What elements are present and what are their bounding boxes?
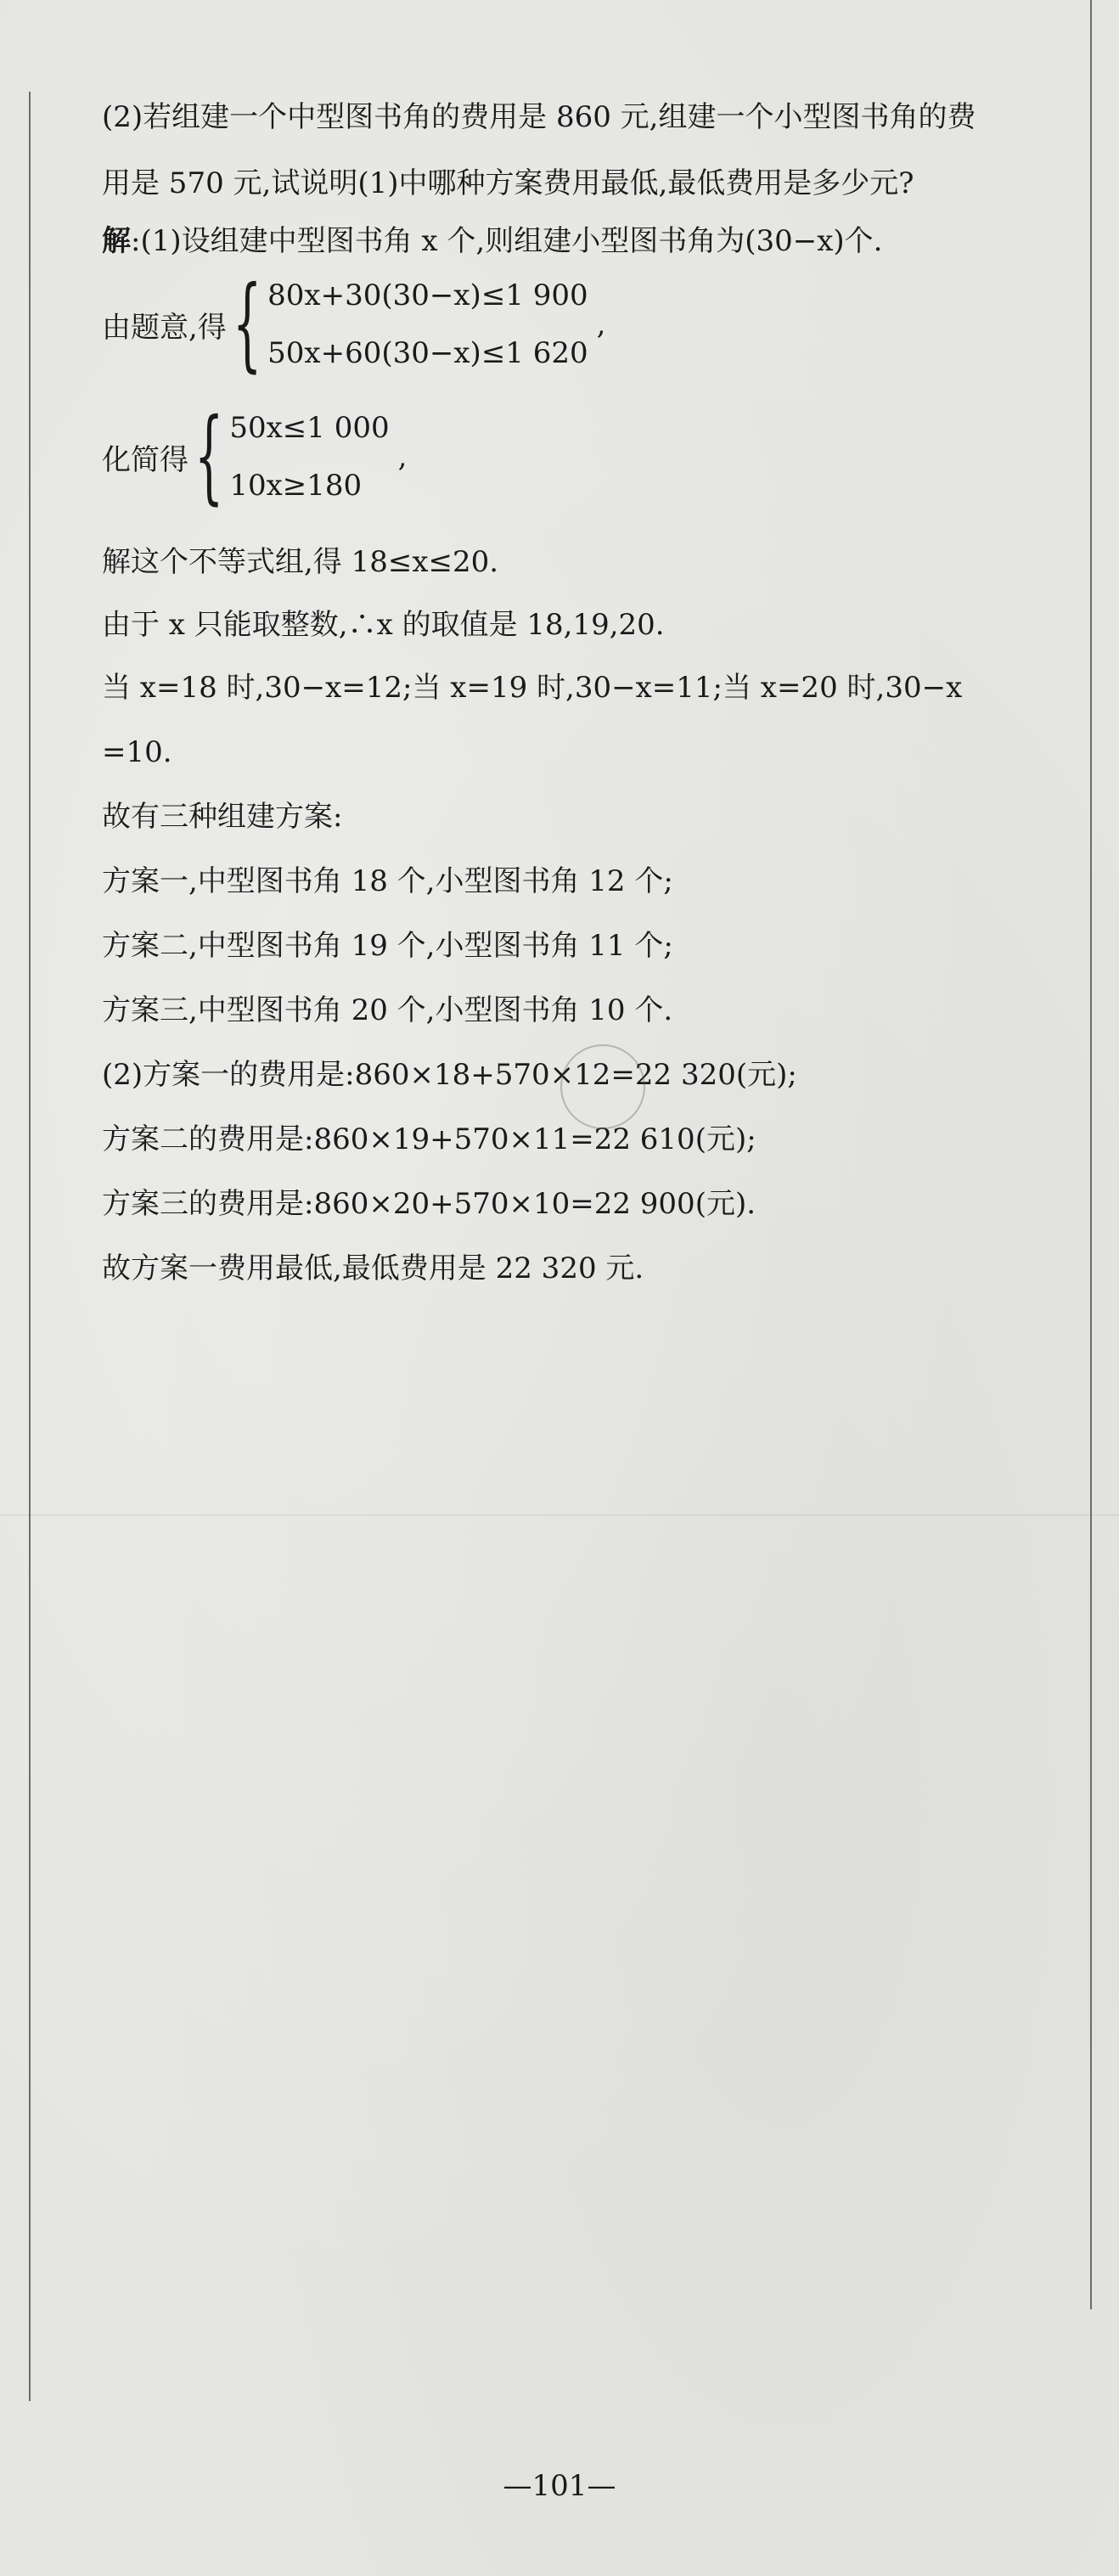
system-1-equation-2: 50x+60(30−x)≤1 620 bbox=[267, 336, 588, 370]
cases-line-1: 当 x=18 时,30−x=12;当 x=19 时,30−x=11;当 x=20 时,30−x bbox=[102, 671, 963, 705]
system-2-prefix: 化简得 bbox=[102, 442, 188, 477]
cost-plan-2: 方案二的费用是:860×19+570×11=22 610(元); bbox=[102, 1122, 756, 1156]
cases-line-2: =10. bbox=[102, 735, 172, 769]
page-number: —101— bbox=[503, 2469, 616, 2503]
system-1-equation-1: 80x+30(30−x)≤1 900 bbox=[267, 278, 588, 312]
conclusion: 故方案一费用最低,最低费用是 22 320 元. bbox=[102, 1251, 644, 1285]
right-margin-rule bbox=[1090, 0, 1092, 2309]
solution-label: 解 bbox=[102, 224, 131, 258]
left-brace-icon: { bbox=[232, 265, 262, 383]
system-2-equation-1: 50x≤1 000 bbox=[229, 411, 390, 445]
plan-1: 方案一,中型图书角 18 个,小型图书角 12 个; bbox=[102, 864, 673, 898]
system-1-prefix: 由题意,得 bbox=[102, 310, 227, 345]
left-margin-rule bbox=[29, 92, 31, 2401]
plan-2: 方案二,中型图书角 19 个,小型图书角 11 个; bbox=[102, 929, 673, 963]
solution-intro bbox=[102, 224, 882, 258]
system-2-equation-2: 10x≥180 bbox=[229, 469, 363, 503]
plan-3: 方案三,中型图书角 20 个,小型图书角 10 个. bbox=[102, 993, 673, 1027]
question-2-line-1: (2)若组建一个中型图书角的费用是 860 元,组建一个小型图书角的费 bbox=[102, 100, 976, 134]
page-fold-line bbox=[0, 1515, 1119, 1516]
inequality-system-1 bbox=[102, 265, 606, 383]
solution-intro-text: :(1)设组建中型图书角 x 个,则组建小型图书角为(30−x)个. bbox=[131, 224, 883, 258]
cost-plan-1: (2)方案一的费用是:860×18+570×12=22 320(元); bbox=[102, 1058, 797, 1092]
solution-range: 解这个不等式组,得 18≤x≤20. bbox=[102, 545, 499, 579]
integer-values: 由于 x 只能取整数,∴x 的取值是 18,19,20. bbox=[102, 608, 665, 642]
inequality-system-2 bbox=[102, 397, 408, 515]
system-1-suffix: , bbox=[596, 307, 606, 341]
left-brace-icon: { bbox=[194, 397, 224, 515]
system-2-suffix: , bbox=[397, 440, 408, 474]
question-2-line-2: 用是 570 元,试说明(1)中哪种方案费用最低,最低费用是多少元? bbox=[102, 166, 914, 200]
plans-intro: 故有三种组建方案: bbox=[102, 800, 343, 834]
cost-plan-3: 方案三的费用是:860×20+570×10=22 900(元). bbox=[102, 1187, 756, 1221]
